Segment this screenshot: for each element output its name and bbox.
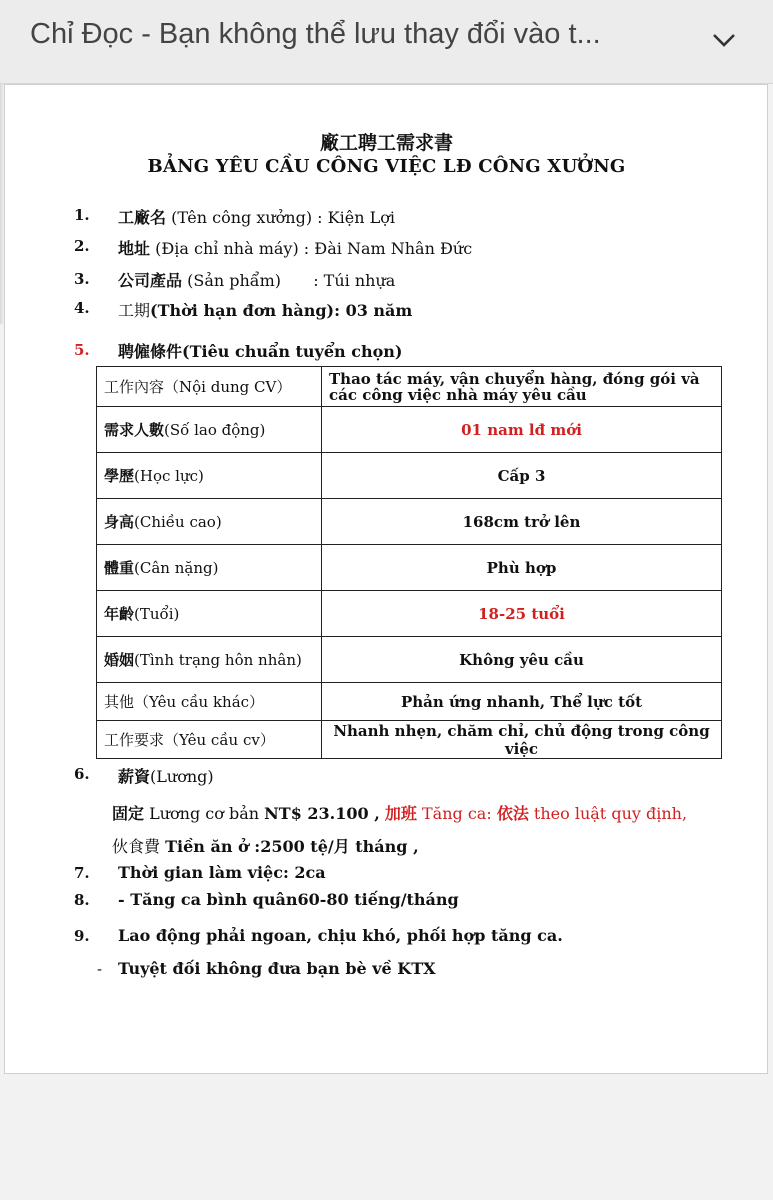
item-cjk: 公司產品 <box>118 271 183 290</box>
item-cjk: 聘僱條件 <box>118 342 183 361</box>
chevron-down-icon[interactable] <box>709 28 739 52</box>
table-row <box>97 545 722 591</box>
row-key-cjk: 學歷 <box>104 467 135 485</box>
row-key-cjk: 婚姻 <box>104 651 135 669</box>
table-row <box>97 721 722 759</box>
table-row <box>97 591 722 637</box>
fixed-value: NT$ 23.100 , <box>264 804 380 823</box>
item-number: 9. <box>74 927 90 945</box>
item-factory-name <box>118 205 395 228</box>
row-key-cjk: 身高 <box>104 513 135 531</box>
row-key-cjk: 其他 <box>104 693 135 711</box>
row-value: 01 nam lđ mới <box>322 407 722 453</box>
item-number: 4. <box>74 299 90 317</box>
table-row <box>97 367 722 407</box>
item-number: 6. <box>74 765 90 783</box>
banner-title: Chỉ Đọc - Bạn không thể lưu thay đổi vào t... <box>30 18 601 50</box>
table-row <box>97 407 722 453</box>
item-cjk: 工期 <box>118 301 151 320</box>
note-text: - Tăng ca bình quân60-80 tiếng/tháng <box>118 890 459 909</box>
row-key-cjk: 工作內容 <box>104 378 165 396</box>
row-key <box>97 407 322 453</box>
row-key-label: (Học lực) <box>134 467 204 485</box>
salary-detail-line <box>112 801 687 824</box>
item-number: 1. <box>74 206 90 224</box>
item-number: 2. <box>74 237 90 255</box>
item-value: Kiện Lợi <box>327 208 395 227</box>
row-key <box>97 453 322 499</box>
fixed-cjk: 固定 <box>112 804 145 823</box>
food-label: Tiền ăn ở :2500 tệ/月 tháng , <box>165 837 419 856</box>
read-only-banner <box>0 0 773 84</box>
item-cjk: 薪資 <box>118 767 151 786</box>
row-key <box>97 683 322 721</box>
food-cjk: 伙食費 <box>112 837 161 856</box>
row-value: Nhanh nhẹn, chăm chỉ, chủ động trong công việc <box>322 721 722 759</box>
item-number: 7. <box>74 864 90 882</box>
item-value: Đài Nam Nhân Đức <box>314 239 473 258</box>
item-cjk: 地址 <box>118 239 151 258</box>
row-value: 168cm trở lên <box>322 499 722 545</box>
bullet-dash: - <box>97 960 103 978</box>
row-value: Không yêu cầu <box>322 637 722 683</box>
item-label: (Địa chỉ nhà máy) : <box>155 239 310 258</box>
law-label: theo luật quy định, <box>533 804 688 823</box>
item-number: 8. <box>74 891 90 909</box>
row-key-label: （Nội dung CV） <box>164 378 292 396</box>
row-key <box>97 721 322 759</box>
row-value: Phù hợp <box>322 545 722 591</box>
table-row <box>97 683 722 721</box>
item-criteria <box>118 339 402 362</box>
item-number: 5. <box>74 341 90 359</box>
row-key-cjk: 工作要求 <box>104 731 165 749</box>
row-key <box>97 499 322 545</box>
item-label: (Lương) <box>150 767 214 786</box>
table-row <box>97 453 722 499</box>
row-key <box>97 367 322 407</box>
note-text: Lao động phải ngoan, chịu khó, phối hợp tăng ca. <box>118 926 563 945</box>
row-key <box>97 637 322 683</box>
item-label: (Sản phẩm) <box>187 271 282 290</box>
row-key-label: (Tuổi) <box>134 605 180 623</box>
item-product <box>118 268 395 291</box>
item-cjk: 工廠名 <box>118 208 167 227</box>
row-value: Phản ứng nhanh, Thể lực tốt <box>322 683 722 721</box>
row-value: Cấp 3 <box>322 453 722 499</box>
fixed-label: Lương cơ bản <box>149 804 260 823</box>
row-key-label: (Số lao động) <box>164 421 266 439</box>
overtime-cjk: 加班 <box>384 804 417 823</box>
note-text: Tuyệt đối không đưa bạn bè về KTX <box>118 959 436 978</box>
table-row <box>97 637 722 683</box>
document-title-cn: 廠工聘工需求書 <box>319 132 453 154</box>
law-cjk: 依法 <box>496 804 529 823</box>
row-value: 18-25 tuổi <box>322 591 722 637</box>
row-key-label: （Yêu cầu cv） <box>164 731 275 749</box>
overtime-label: Tăng ca: <box>421 804 492 823</box>
item-salary <box>118 764 214 787</box>
row-key-label: (Cân nặng) <box>134 559 219 577</box>
row-key-label: （Yêu cầu khác） <box>134 693 265 711</box>
table-row <box>97 499 722 545</box>
row-key <box>97 591 322 637</box>
row-value: Thao tác máy, vận chuyển hàng, đóng gói và các công việc nhà máy yêu cầu <box>322 367 722 407</box>
note-text: Thời gian làm việc: 2ca <box>118 863 326 882</box>
requirements-table <box>96 366 722 759</box>
item-label: (Tiêu chuẩn tuyển chọn) <box>182 342 403 361</box>
row-key <box>97 545 322 591</box>
item-label: (Tên công xưởng) : <box>171 208 323 227</box>
item-label: (Thời hạn đơn hàng): 03 năm <box>150 301 413 320</box>
item-number: 3. <box>74 270 90 288</box>
row-key-cjk: 體重 <box>104 559 135 577</box>
row-key-cjk: 年齡 <box>104 605 135 623</box>
item-term <box>118 298 412 321</box>
row-key-cjk: 需求人數 <box>104 421 165 439</box>
row-key-label: (Tình trạng hôn nhân) <box>134 651 302 669</box>
food-allowance-line <box>112 834 419 857</box>
document-title-vn: BẢNG YÊU CẦU CÔNG VIỆC LĐ CÔNG XƯỞNG <box>147 156 626 177</box>
item-address <box>118 236 472 259</box>
row-key-label: (Chiều cao) <box>134 513 222 531</box>
item-value: : Túi nhựa <box>313 271 396 290</box>
